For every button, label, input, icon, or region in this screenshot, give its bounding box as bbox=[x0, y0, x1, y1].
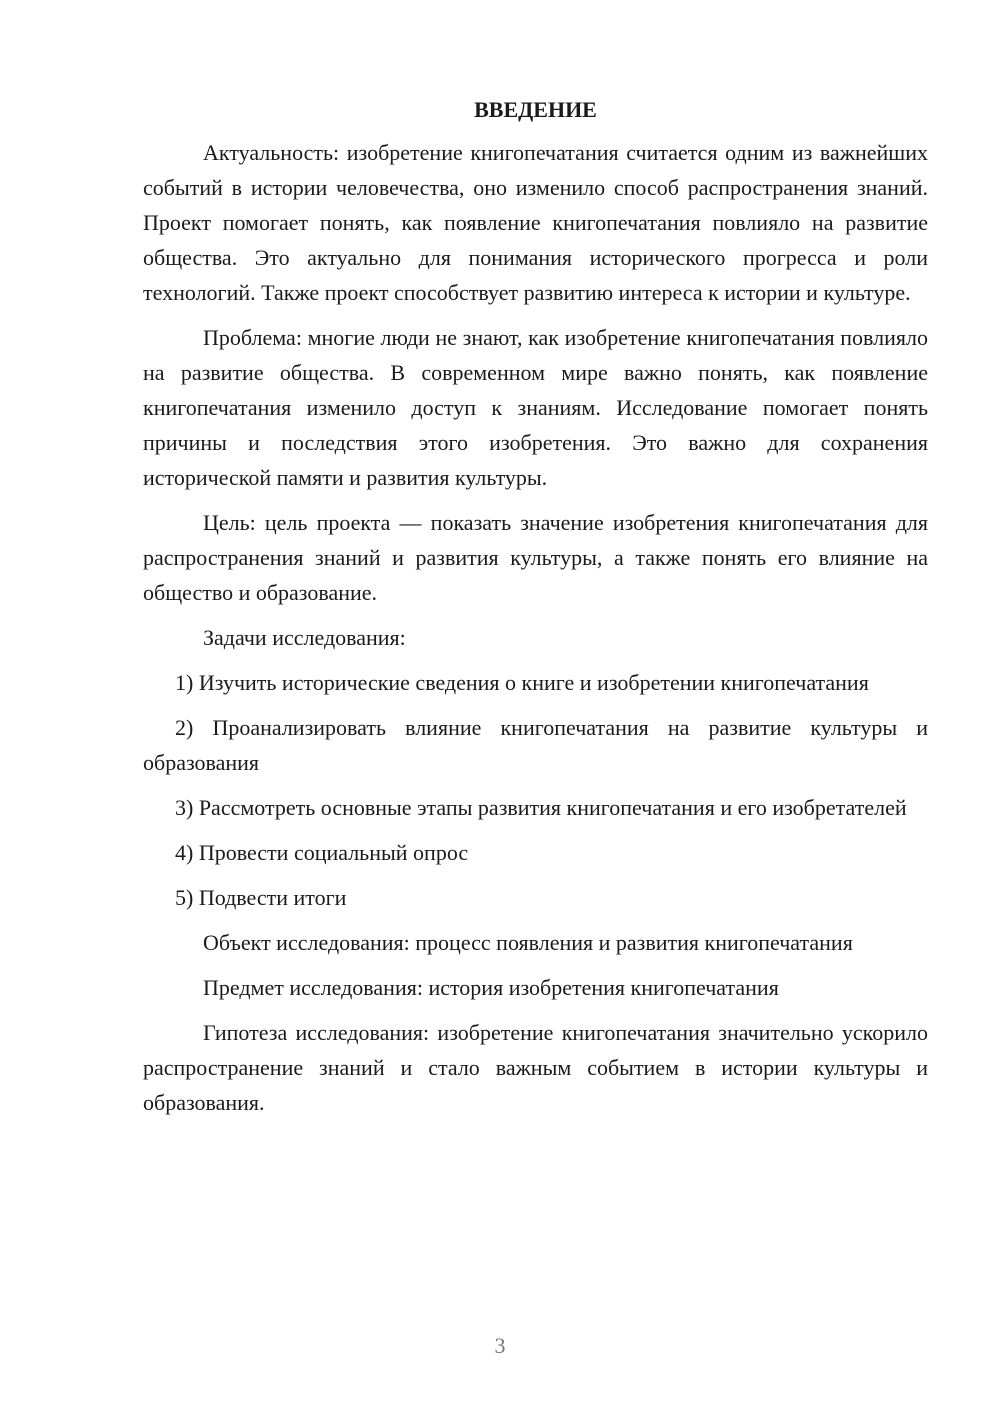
task-item-1: 1) Изучить исторические сведения о книге и изобретении книгопечатания bbox=[175, 670, 869, 695]
paragraph-subject: Предмет исследования: история изобретения книгопечатания bbox=[203, 975, 779, 1000]
document-page bbox=[143, 95, 928, 1130]
page-number: 3 bbox=[494, 1333, 506, 1358]
paragraph-object: Объект исследования: процесс появления и развития книгопечатания bbox=[203, 930, 853, 955]
task-item-5: 5) Подвести итоги bbox=[175, 885, 347, 910]
paragraph-problem: Проблема: многие люди не знают, как изобретение книгопечатания повлияло на развитие общества. В современном мире важно понять, как появление книгопечатания изменило доступ к знаниям. Исследование помогает понять причины и последствия этого изобретения. Это важно для сохранения исторической памяти и развития культуры. bbox=[143, 325, 928, 490]
paragraph-relevance: Актуальность: изобретение книгопечатания считается одним из важнейших событий в истории человечества, оно изменило способ распространения знаний. Проект помогает понять, как появление книгопечатания повлияло на развитие общества. Это актуально для понимания исторического прогресса и роли технологий. Также проект способствует развитию интереса к истории и культуре. bbox=[143, 140, 928, 305]
task-item-2: 2) Проанализировать влияние книгопечатания на развитие культуры и образования bbox=[143, 715, 928, 775]
task-item-4: 4) Провести социальный опрос bbox=[175, 840, 469, 865]
page-title: ВВЕДЕНИЕ bbox=[474, 97, 597, 122]
paragraph-goal: Цель: цель проекта — показать значение изобретения книгопечатания для распространения знаний и развития культуры, а также понять его влияние на общество и образование. bbox=[143, 510, 928, 605]
task-item-3: 3) Рассмотреть основные этапы развития книгопечатания и его изобретателей bbox=[175, 795, 907, 820]
tasks-heading: Задачи исследования: bbox=[203, 625, 406, 650]
paragraph-hypothesis: Гипотеза исследования: изобретение книгопечатания значительно ускорило распространение знаний и стало важным событием в истории культуры и образования. bbox=[143, 1020, 928, 1115]
